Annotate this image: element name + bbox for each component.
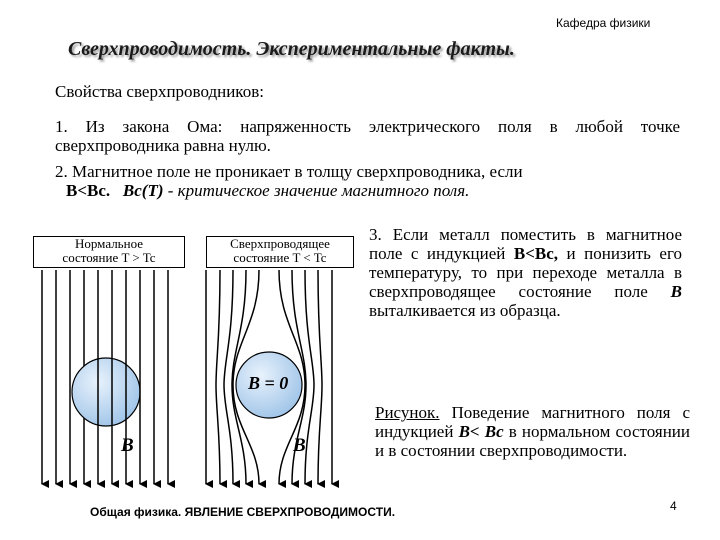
footer-course: Общая физика. ЯВЛЕНИЕ СВЕРХПРОВОДИМОСТИ. bbox=[90, 505, 396, 519]
property-1: 1. Из закона Ома: напряженность электрического поля в любой точке сверхпроводника равна нулю. bbox=[55, 117, 680, 155]
normal-state-title: Нормальное bbox=[74, 236, 143, 251]
critical-field-symbol: Bc(T) bbox=[122, 181, 164, 200]
label-b-normal: B bbox=[121, 435, 134, 456]
superconducting-state-condition: состояние T < Tc bbox=[233, 250, 327, 265]
caption-condition: B< Bc bbox=[458, 422, 504, 441]
label-b-superconducting: B bbox=[293, 435, 306, 456]
condition-b-less-bc: B<Bc. bbox=[66, 181, 111, 200]
normal-state-box bbox=[33, 236, 185, 268]
property-3-condition: B<Bc, bbox=[513, 244, 559, 263]
page-number: 4 bbox=[670, 499, 677, 513]
property-3-part1: 3. Если металл поместить в магнитное поле с индукцией bbox=[369, 225, 682, 263]
normal-state-condition: состояние T > Tc bbox=[62, 250, 156, 265]
property-2-line2 bbox=[66, 181, 469, 201]
caption-label: Рисунок. bbox=[375, 403, 440, 422]
property-3-b-symbol: B bbox=[670, 282, 682, 301]
critical-field-text: - критическое значение магнитного поля. bbox=[163, 181, 470, 200]
properties-heading: Свойства сверхпроводников: bbox=[55, 82, 264, 101]
property-2-line1: 2. Магнитное поле не проникает в толщу сверхпроводника, если bbox=[55, 162, 523, 181]
property-3-part3: выталкивается из образца. bbox=[369, 301, 561, 320]
department-label: Кафедра физики bbox=[556, 16, 651, 30]
property-3 bbox=[369, 225, 682, 320]
field-lines-figure bbox=[20, 270, 360, 492]
slide-title: Сверхпроводимость. Экспериментальные факты. bbox=[68, 38, 515, 60]
caption-text-2: в нормальном состоянии и в состоянии сверхпроводимости. bbox=[375, 422, 690, 460]
superconducting-state-title: Сверхпроводящее bbox=[230, 236, 330, 251]
caption-text-1: Поведение магнитного поля с индукцией bbox=[375, 403, 690, 441]
superconducting-state-box bbox=[206, 236, 354, 268]
property-3-part2: и понизить его температуру, то при переходе металла в сверхпроводящее состояние поле bbox=[369, 244, 683, 301]
figure-caption bbox=[375, 403, 690, 460]
label-b-zero: B = 0 bbox=[248, 373, 289, 393]
normal-sample-sphere bbox=[72, 358, 140, 426]
